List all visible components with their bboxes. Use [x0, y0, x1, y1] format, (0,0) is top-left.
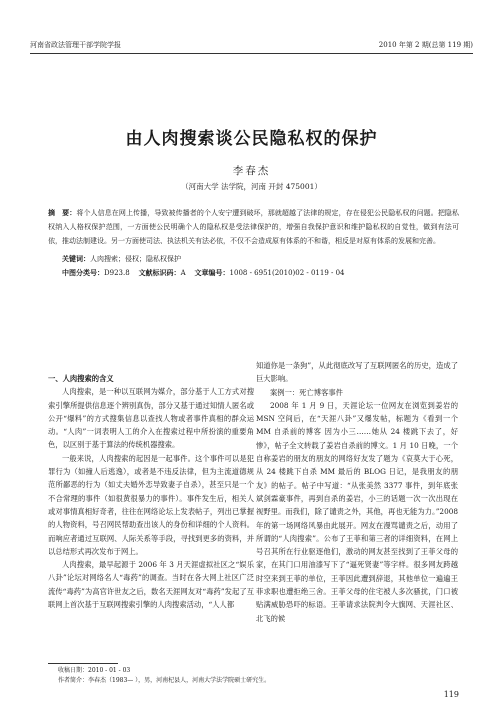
- footnote-rule: [48, 663, 118, 664]
- keywords-line: [62, 252, 345, 266]
- author-affiliation: （河南大学 法学院，河南 开封 475001）: [181, 182, 322, 191]
- section-heading: 一、人肉搜索的含义: [48, 374, 114, 383]
- article-no: 1008 - 6951(2010)02 - 0119 - 04: [229, 269, 345, 277]
- body-column-right: [256, 359, 458, 625]
- keywords-label: 关键词：: [62, 254, 90, 263]
- article-no-label: 文章编号：: [194, 268, 230, 277]
- body-paragraph: 2008 年 1 月 9 日，天涯论坛一位网友在浏览到姜岩的 MSN 空间后，在“天涯八卦”又爆发帖，标题为《看到一个 MM 自杀前的博客 因为小三……她从 24 楼跳下去了，好惨》，帖子全文转载了姜岩自杀前的博文。1 月 10 日晚，一个自称姜岩的朋友的朋友的网络好友发了题为《哀莫大于心死，从 24 楼跳下自杀 MM 最后的 BLOG 日记，是我朋友的朋友》的帖子。帖子中写道：“从张美然 3377 事件，到年底张斌剑霖豪事件，再到自杀的姜岩，小三的话题一次一次出现在视野里。而我们，除了谴责之外，其他，再也无能为力。”2008 年的第一场网络风暴由此展开。网友在漫骂谴责之后，动用了所谓的“人肉搜索”。公布了王菲和第三者的详细资料，在网上号召其所在行业驱逐他们，激动的网友甚至找到了王菲父母的家，在其门口用油漆写下了“逼死贤妻”等字样。很多网友跨越时空来到王菲的单位，王菲因此遭到辞退，其他单位一遍遍王菲求职也遭拒绝三舍。王菲父母的住宅被人多次骚扰，门口被贴满威胁恐吓的标语。王菲请求法院判令大旗网、天涯社区、北飞的候: [256, 400, 458, 623]
- classification-line: [62, 266, 345, 280]
- author-bio: 作者简介：李春杰（1983— ），男，河南杞县人，河南大学法学院硕士研究生。: [58, 677, 271, 684]
- body-paragraph: 知道你是一条狗”，从此彻底改写了互联网匿名的历史，造成了巨大影响。: [256, 361, 458, 384]
- abstract-text: 将个人信息在网上传播，导致被传播者的个人安宁遭到破坏，那就超越了法律的规定，存在侵犯公民隐私权的问题。把隐私权纳入人格权保护范围，一方面使公民明确个人的隐私权是受法律保护的，增强自我保护意识和维护隐私权的自觉性，做到有法可依，推动法制建设。另一方面使司法、执法机关有法必依，不仅不会造成原有体系的不和谐，相反是对原有体系的发展和完善。: [48, 209, 460, 245]
- running-header-issue: 2010 年第 2 期(总第 119 期): [378, 41, 473, 49]
- received-date: 收稿日期：2010 - 01 - 03: [58, 667, 131, 674]
- header-rule: [30, 53, 473, 54]
- abstract: [48, 206, 459, 248]
- running-header-journal: 河南省政法管理干部学院学报: [30, 41, 121, 49]
- clc-code: D923.8: [104, 269, 130, 277]
- clc-label: 中图分类号：: [62, 268, 104, 277]
- body-paragraph: 一般来说，人肉搜索的起因是一起事件。这个事件可以是犯罪行为（如撞人后逃逸），或者是不违反法律，但为主流道德规范所鄙恶的行为（如丈夫婚外恋导致妻子自杀），甚至只是一个不合常理的事件（如很黄很暴力的事件）。事件发生后，相关人或对事情真相好奇者，往往在网络论坛上发表帖子，列出已掌握的人物资料，号召网民帮助查出该人的身份和详细的个人资料。而响应者通过互联网、人际关系等手段，寻找到更多的资料，并以总结形式再次发布于网上。: [48, 453, 254, 556]
- case-heading: 案例一：死亡博客事件: [270, 387, 343, 397]
- footnote: [58, 666, 270, 686]
- abstract-label: 摘 要：: [48, 208, 77, 217]
- body-paragraph: 人肉搜索，是一种以互联网为媒介，部分基于人工方式对搜索引擎所提供信息逐个辨别真伪，部分又基于通过知情人匿名或公开“爆料”的方式搜集信息以查找人物或者事件真相的群众运动。“人肉”一词表明人工的介入在搜索过程中所扮演的重要角色，以区别于基于算法的传统机器搜索。: [48, 387, 254, 450]
- body-column-left: [48, 372, 254, 611]
- doc-code: A: [180, 269, 186, 277]
- article-author: 李春杰: [232, 165, 271, 177]
- article-meta: [62, 252, 345, 280]
- article-title: 由人肉搜索谈公民隐私权的保护: [125, 129, 378, 149]
- body-paragraph: 人肉搜索，最早起源于 2006 年 3 月天涯虚拟社区之“娱乐八卦”论坛对网络名人“毒药”的调查。当时在各大网上社区广泛流传“毒药”为高官许世友之后，数名天涯网友对“毒药”发起了互联网上首次基于互联网搜索引擎的人肉搜索活动，“人人都: [48, 560, 254, 610]
- keywords: 人肉搜索；侵权；隐私权保护: [90, 255, 181, 263]
- doc-code-label: 文献标识码：: [138, 268, 181, 277]
- page-number: 119: [443, 690, 459, 699]
